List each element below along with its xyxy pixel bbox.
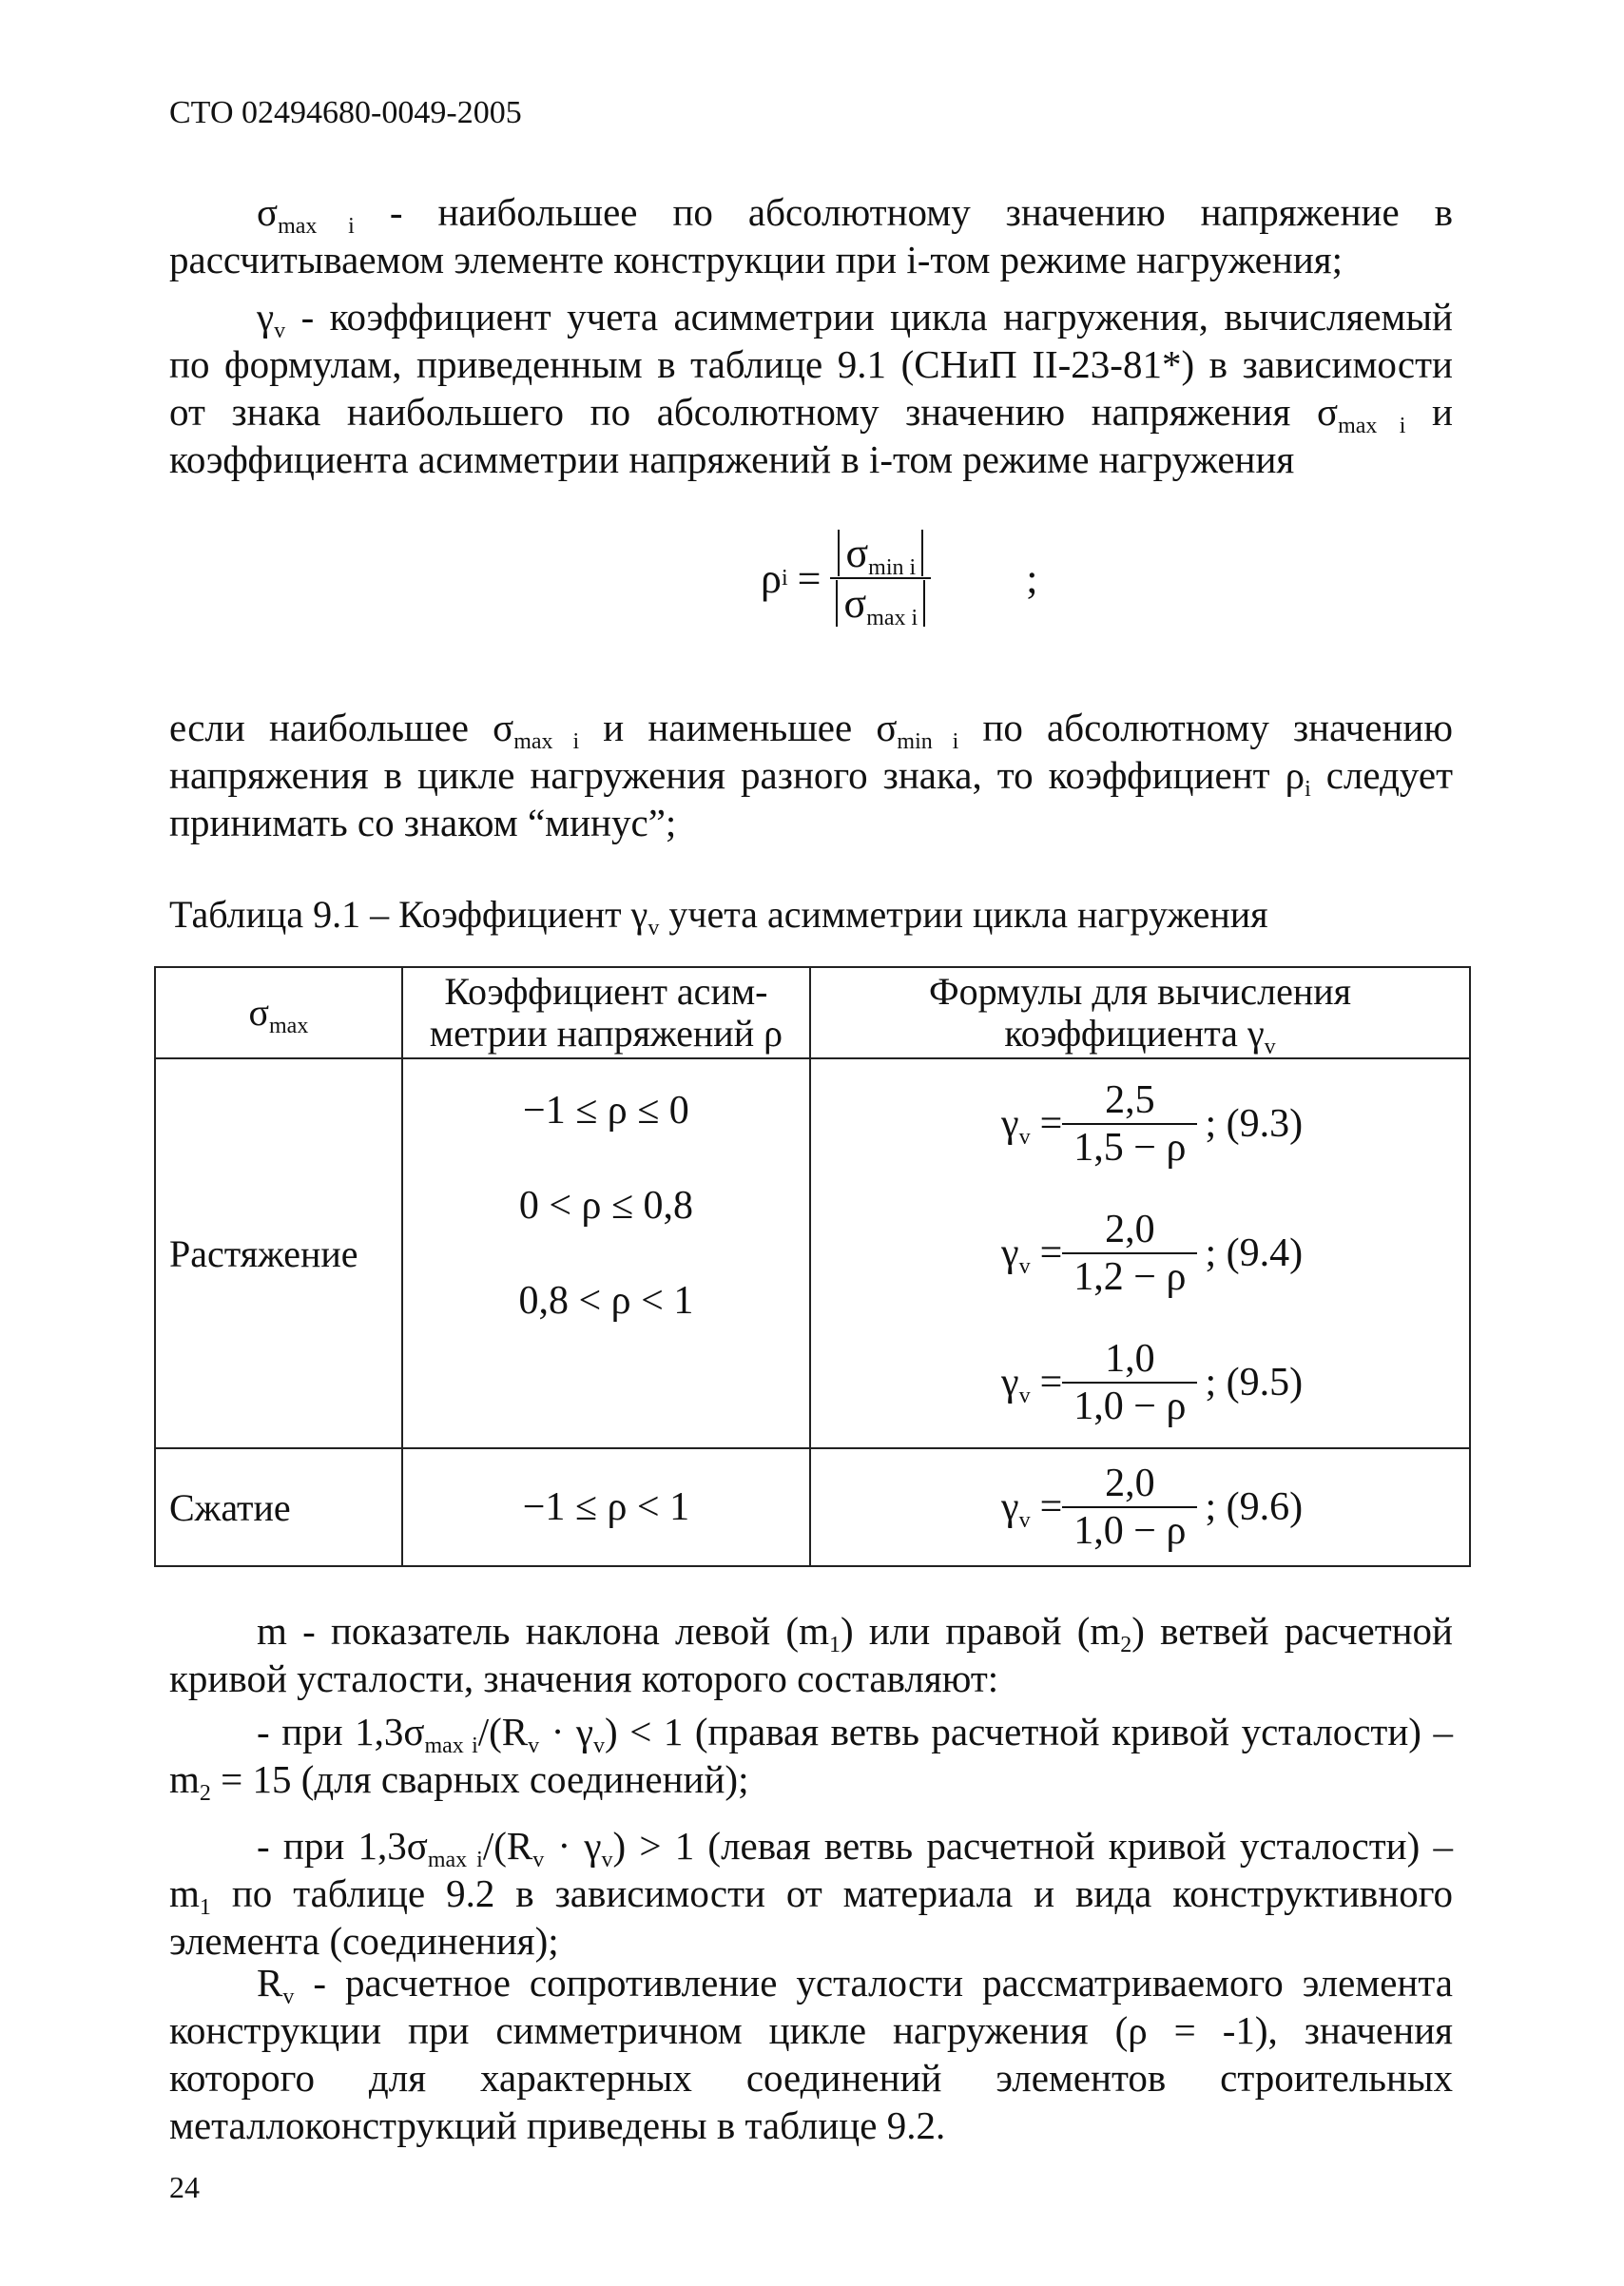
gamma-symbol: γ [257,295,275,339]
definition-text: - коэффициент учета асимметрии цикла нагружения, вычисляемый по формулам, приведенным в таблице 9.1 (СНиП II-23-81*) в зависимости от знака наибольшего по абсолютному значению напряжения [169,295,1453,434]
header-formulas [810,967,1470,1058]
document-code-header: СТО 02494680-0049-2005 [169,95,522,130]
sigma-symbol: σ [493,706,514,749]
subscript: 1 [828,1633,841,1657]
formula-number: ; (9.6) [1205,1485,1304,1529]
fraction-denominator: 1,0 − ρ [1073,1509,1187,1553]
formula-fraction [1062,1077,1197,1171]
definition-sigma-max [169,188,1453,283]
table-caption [169,892,1268,940]
subscript: 1 [199,1895,211,1920]
text: если наибольшее [169,706,493,749]
sigma-symbol: σ [843,580,867,627]
definition-rv [169,1959,1453,2149]
table-row [155,1448,1470,1566]
gamma-symbol: γ [1001,1485,1019,1529]
definition-gamma-v [169,293,1453,483]
rho-fraction [830,529,931,628]
row-label-compression: Сжатие [155,1448,402,1566]
text: следует принимать со знаком “минус”; [169,753,1453,844]
gamma-subscript: v [1018,1254,1031,1279]
range-value: −1 ≤ ρ < 1 [522,1485,690,1529]
equals-sign: = [1039,1102,1063,1146]
formula-9-4 [811,1189,1469,1318]
formula-part: · γ [539,1710,593,1753]
formulas-cell [810,1448,1470,1566]
formula-number: ; (9.4) [1205,1231,1304,1275]
formula-part: ) > 1 [612,1824,695,1868]
gamma-subscript: v [648,916,660,940]
equals-sign: = [1039,1485,1063,1529]
sigma-symbol: σ [248,991,270,1034]
sign-rule-paragraph [169,704,1453,846]
gamma-symbol: γ [630,893,648,936]
gamma-symbol: γ [1247,1012,1265,1055]
range-value: −1 ≤ ρ ≤ 0 [523,1089,689,1133]
subscript: v [532,1848,545,1872]
definition-m [169,1607,1453,1702]
gamma-subscript: v [1264,1035,1276,1059]
text: по таблице 9.2 в зависимости от материала и вида конструктивного элемента (соединения); [169,1871,1453,1963]
equals-sign: = [797,554,822,602]
formula-fraction [1062,1336,1197,1429]
equation-terminator: ; [1026,554,1038,602]
text: - расчетное сопротивление усталости рассматриваемого элемента конструкции при симметричном цикле нагружения (ρ = -1), значения которого для характерных соединений элементов строительных металлоконструкций приведены в таблице 9.2. [169,1961,1453,2147]
sigma-subscript: max [269,1014,309,1038]
formula-number: ; (9.5) [1205,1361,1304,1405]
fraction-numerator: 2,0 [1062,1207,1197,1254]
table-row [155,1058,1470,1448]
header-asymmetry-coefficient [402,967,810,1058]
formula-fraction [1062,1461,1197,1554]
rho-symbol: ρ [1285,753,1305,797]
fraction-denominator: 1,5 − ρ [1073,1126,1187,1170]
rho-subscript: i [1305,777,1311,802]
sigma-subscript: max i [278,214,355,239]
m-symbol: m [257,1609,287,1653]
gamma-symbol: γ [1001,1231,1019,1275]
gamma-subscript: v [274,319,286,343]
fraction-numerator [830,529,931,579]
header-line: метрии напряжений ρ [429,1012,783,1055]
condition-right-branch [169,1708,1453,1806]
formulas-cell [810,1058,1470,1448]
fraction-numerator: 2,5 [1062,1077,1197,1125]
caption-text: учета асимметрии цикла нагружения [659,893,1268,936]
formula-number: ; (9.3) [1205,1102,1304,1146]
formula-part: 1,3σ [355,1710,425,1753]
text: - при [257,1710,356,1753]
formula-part: 1,3σ [358,1824,428,1868]
rho-symbol: ρ [761,554,782,602]
page-number: 24 [169,2170,200,2204]
formula-part: /(R [477,1710,529,1753]
formula-part: ) < 1 [605,1710,684,1753]
subscript: v [528,1734,540,1758]
gamma-symbol: γ [1001,1361,1019,1405]
header-sigma-max [155,967,402,1058]
sigma-symbol: σ [876,706,898,749]
sigma-subscript: max i [866,606,918,630]
subscript: v [601,1848,613,1872]
text: (правая ветвь расчетной кривой усталости) – m [169,1710,1453,1801]
text: - при [257,1824,358,1868]
equals-sign: = [1039,1361,1063,1405]
sigma-subscript: max i [513,729,580,754]
header-line: Формулы для вычисления [928,970,1352,1013]
fraction-numerator: 1,0 [1062,1336,1197,1384]
ranges-cell [402,1058,810,1448]
gamma-subscript: v [1018,1508,1031,1533]
range-value: 0 < ρ ≤ 0,8 [518,1184,694,1228]
fraction-denominator [830,579,931,628]
formula-part: · γ [544,1824,602,1868]
fraction-denominator: 1,0 − ρ [1073,1385,1187,1428]
table-header-row [155,967,1470,1058]
sigma-subscript: min i [868,555,917,580]
table-9-1 [154,966,1471,1567]
fraction-denominator: 1,2 − ρ [1073,1255,1187,1299]
sigma-subscript: max i [1338,414,1406,438]
text: - показатель наклона левой (m [286,1609,829,1653]
subscript: v [282,1985,295,2009]
subscript: 2 [1120,1633,1132,1657]
text: ) или правой (m [840,1609,1121,1653]
formula-9-6 [811,1450,1469,1564]
subscript: max i [424,1734,478,1758]
range-value: 0,8 < ρ < 1 [518,1279,694,1323]
gamma-subscript: v [1018,1384,1031,1408]
gamma-symbol: γ [1001,1102,1019,1146]
text: по абсолютному значению напряжения в цикле нагружения разного знака, то коэффициент [169,706,1453,797]
text: и наименьшее [579,706,877,749]
r-symbol: R [257,1961,283,2005]
formula-9-3 [811,1059,1469,1189]
sigma-symbol: σ [257,190,279,234]
definition-text-cont: и коэффициента асимметрии напряжений в i-том режиме нагружения [169,390,1453,481]
header-line: Коэффициент асим- [444,970,768,1013]
subscript: v [593,1734,605,1758]
text: ) ветвей расчетной кривой усталости, значения которого составляют: [169,1609,1453,1700]
fraction-numerator: 2,0 [1062,1461,1197,1508]
subscript: max i [427,1848,483,1872]
subscript: 2 [199,1781,211,1806]
condition-left-branch [169,1822,1453,1965]
sigma-symbol: σ [845,530,869,576]
row-label-tension: Растяжение [155,1058,402,1448]
sigma-subscript: min i [897,729,959,754]
equation-rho: ρ i = $\frac{\sigma_{min i}}{\sigma_{max i}}$ ; [761,530,1038,630]
formula-fraction [1062,1207,1197,1300]
text: = 15 (для сварных соединений); [210,1757,749,1801]
header-line: коэффициента [1004,1012,1247,1055]
definition-text: - наибольшее по абсолютному значению напряжение в рассчитываемом элементе конструкции при i-том режиме нагружения; [169,190,1453,281]
formula-9-5 [811,1318,1469,1447]
equals-sign: = [1039,1231,1063,1275]
text: (левая ветвь расчетной кривой усталости) – m [169,1824,1453,1915]
sigma-symbol: σ [1316,390,1339,434]
gamma-subscript: v [1018,1125,1031,1150]
caption-text: Таблица 9.1 – Коэффициент [169,893,631,936]
formula-part: /(R [482,1824,533,1868]
ranges-cell [402,1448,810,1566]
